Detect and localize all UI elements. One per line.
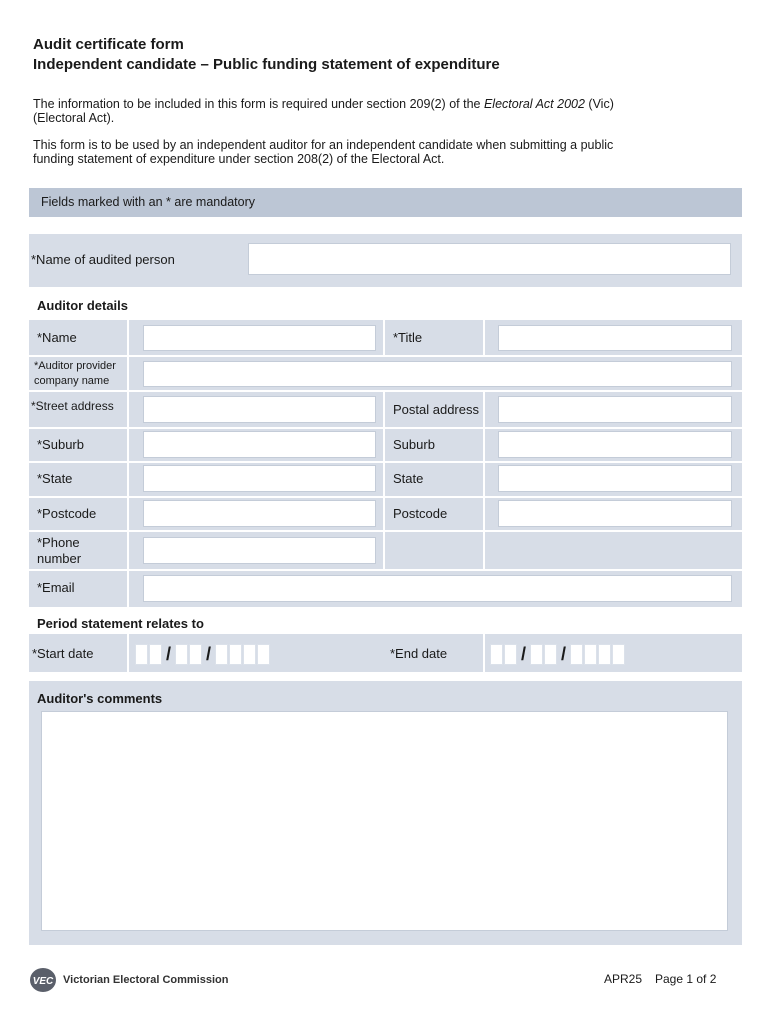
postal-address-input[interactable]	[498, 396, 732, 423]
grid-divider	[483, 634, 485, 672]
date-digit-box[interactable]	[570, 644, 583, 665]
grid-divider	[127, 320, 129, 607]
email-input[interactable]	[143, 575, 732, 602]
date-digit-box[interactable]	[530, 644, 543, 665]
label-line: *Auditor provider	[34, 360, 116, 372]
grid-divider	[29, 461, 742, 463]
page-number: Page 1 of 2	[655, 972, 717, 986]
comments-textarea[interactable]	[41, 711, 728, 931]
mandatory-note: Fields marked with an * are mandatory	[29, 188, 742, 217]
start-date-input[interactable]	[135, 644, 270, 665]
org-name: Victorian Electoral Commission	[63, 974, 229, 986]
postcode-input[interactable]	[143, 500, 376, 527]
date-digit-box[interactable]	[149, 644, 162, 665]
date-digit-box[interactable]	[257, 644, 270, 665]
label-line: number	[37, 551, 82, 566]
label-line: *Phone	[37, 535, 80, 550]
end-date-input[interactable]	[490, 644, 625, 665]
intro-text: The information to be included in this form is required under section 209(2) of the	[33, 97, 484, 111]
postal-postcode-input[interactable]	[498, 500, 732, 527]
date-digit-box[interactable]	[229, 644, 242, 665]
phone-label	[37, 535, 81, 567]
label-line: company name	[34, 375, 110, 387]
period-heading: Period statement relates to	[37, 616, 204, 631]
grid-divider	[29, 355, 742, 357]
auditor-name-label: *Name	[37, 330, 77, 345]
vec-logo-icon	[29, 967, 57, 993]
title-line-2: Independent candidate – Public funding statement of expenditure	[33, 56, 500, 73]
date-separator: /	[166, 644, 172, 664]
postal-address-label: Postal address	[393, 402, 479, 417]
date-digit-box[interactable]	[189, 644, 202, 665]
street-address-input[interactable]	[143, 396, 376, 423]
date-digit-box[interactable]	[215, 644, 228, 665]
street-address-label: *Street address	[31, 399, 114, 413]
intro-paragraph-1	[33, 97, 733, 125]
intro-paragraph-2	[33, 138, 733, 166]
company-name-label	[34, 359, 116, 389]
auditor-title-label: *Title	[393, 330, 423, 345]
grid-divider	[127, 634, 129, 672]
date-digit-box[interactable]	[612, 644, 625, 665]
date-separator: /	[521, 644, 527, 664]
date-digit-box[interactable]	[175, 644, 188, 665]
intro-text: (Vic)	[584, 97, 614, 111]
postal-suburb-input[interactable]	[498, 431, 732, 458]
auditor-details-heading: Auditor details	[37, 298, 129, 313]
date-digit-box[interactable]	[490, 644, 503, 665]
audited-person-label: *Name of audited person	[31, 252, 175, 267]
grid-divider	[383, 320, 385, 355]
email-label: *Email	[37, 580, 75, 595]
date-separator: /	[206, 644, 212, 664]
form-title	[33, 35, 500, 75]
company-name-input[interactable]	[143, 361, 732, 387]
state-label: *State	[37, 471, 73, 486]
auditor-title-input[interactable]	[498, 325, 732, 351]
title-line-1: Audit certificate form	[33, 36, 184, 53]
intro-text: (Electoral Act).	[33, 111, 115, 125]
date-digit-box[interactable]	[598, 644, 611, 665]
start-date-label: *Start date	[32, 646, 94, 661]
postal-state-input[interactable]	[498, 465, 732, 492]
end-date-label: *End date	[390, 646, 448, 661]
grid-divider	[29, 427, 742, 429]
postal-suburb-label: Suburb	[393, 437, 435, 452]
intro-text: funding statement of expenditure under section 208(2) of the Electoral Act.	[33, 152, 445, 166]
grid-divider	[483, 391, 485, 569]
form-version: APR25	[604, 972, 643, 986]
grid-divider	[383, 391, 385, 569]
suburb-label: *Suburb	[37, 437, 84, 452]
date-digit-box[interactable]	[504, 644, 517, 665]
auditor-name-input[interactable]	[143, 325, 376, 351]
suburb-input[interactable]	[143, 431, 376, 458]
grid-divider	[29, 530, 742, 532]
grid-divider	[29, 569, 742, 571]
date-digit-box[interactable]	[243, 644, 256, 665]
grid-divider	[29, 496, 742, 498]
comments-heading: Auditor's comments	[37, 691, 163, 706]
postal-state-label: State	[393, 471, 424, 486]
postal-postcode-label: Postcode	[393, 506, 448, 521]
intro-text: This form is to be used by an independent auditor for an independent candidate when submitting a public	[33, 138, 614, 152]
phone-input[interactable]	[143, 537, 376, 564]
audited-person-input[interactable]	[248, 243, 731, 275]
date-separator: /	[561, 644, 567, 664]
logo-lettering: VEC	[32, 976, 54, 987]
grid-divider	[483, 320, 485, 355]
act-name: Electoral Act 2002	[483, 97, 585, 111]
date-digit-box[interactable]	[544, 644, 557, 665]
grid-divider	[29, 390, 742, 392]
postcode-label: *Postcode	[37, 506, 97, 521]
date-digit-box[interactable]	[135, 644, 148, 665]
date-digit-box[interactable]	[584, 644, 597, 665]
state-input[interactable]	[143, 465, 376, 492]
vec-logo	[29, 967, 228, 993]
